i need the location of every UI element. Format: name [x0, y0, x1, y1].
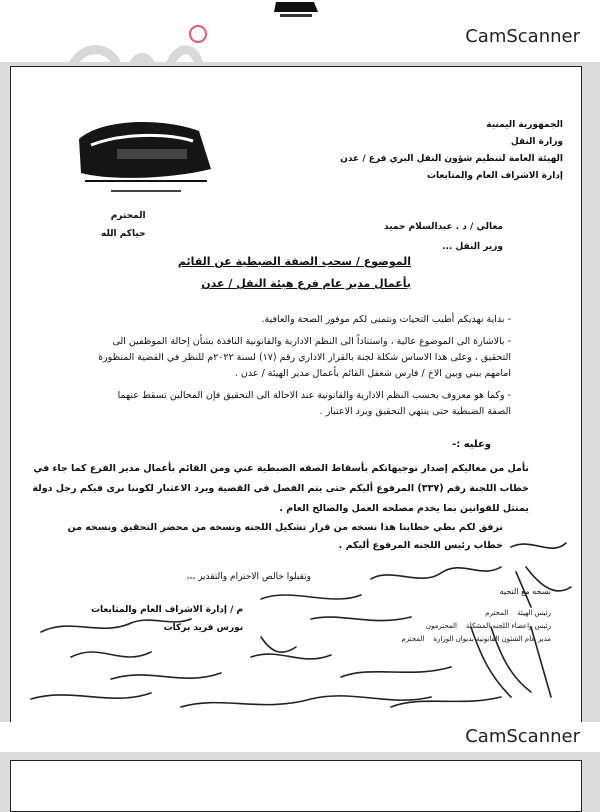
closing-line: وتقبلوا خالص الاحترام والتقدير ،،، — [186, 572, 311, 582]
signatory-title: م / إدارة الاشراف العام والمتابعات — [91, 605, 244, 615]
cc-list — [401, 607, 551, 646]
camscanner-label: CamScanner — [465, 26, 580, 47]
salutation-honorific: المحترم — [110, 211, 146, 221]
salutation-left — [101, 207, 146, 243]
subject-block — [178, 251, 411, 295]
cc-title: نسخه مع التحيه — [499, 587, 551, 596]
camscanner-label-bottom: CamScanner — [465, 726, 580, 747]
cc-item: رئيس الهيئة المحترم — [485, 609, 551, 617]
subject-line-2: بأعمال مدير عام فرع هيئة النقل / عدن — [201, 277, 411, 290]
body-paragraph-1: - بداية نهديكم أطيب التحيات ونتمنى لكم موفور الصحة والعافية. — [91, 312, 511, 328]
scanner-strip-bottom — [0, 722, 600, 752]
letterhead — [340, 117, 563, 185]
salutation-greeting: حياكم الله — [101, 229, 146, 239]
cc-item: مدير عام الشئون القانونية بديوان الوزارة المحترم — [401, 635, 551, 643]
org-logo-icon — [71, 109, 221, 209]
attachment-paragraph: نرفق لكم بطي خطابنا هذا نسخه من قرار تشكيل اللجنه ونسخه من محضر التحقيق ونسخه من خطاب رئيس اللجنه المرفوع أليكم . — [67, 522, 503, 551]
cc-item: رئيس واعضاء اللجنه المشكلة المحترمون — [425, 622, 551, 630]
next-page-edge — [10, 760, 582, 812]
recipient-title: وزير النقل ... — [442, 242, 503, 252]
subject-line-1: الموضوع / سحب الصفة الضبطية عن القائم — [177, 255, 411, 268]
header-line-2: وزارة النقل — [510, 137, 563, 147]
header-line-3: الهيئة العامة لتنظيم شؤون النقل البري فرع / عدن — [340, 154, 563, 164]
letter-body — [91, 312, 511, 426]
header-line-1: الجمهورية اليمنية — [486, 120, 563, 130]
therefore-heading: وعليه :- — [452, 439, 491, 450]
request-paragraph: نأمل من معاليكم إصدار توجيهاتكم بأسقاط الصفه الضبطية عني ومن القائم بأعمال مدير الفرع كما جاء في خطاب اللجنة رقم (٣٣٧) المرفوع أليكم حتى يتم الفصل في القضية ويرد الاعتبار لكوننا نرى فيكم رجل دولة يمتثل للقوانين بما يخدم مصلحه العمل والصالح العام . — [32, 463, 529, 514]
recipient-name: معالي / د . عبدالسلام حميد — [384, 222, 503, 232]
body-paragraph-2: - بالاشارة الى الموضوع عالية ، واستناداً الى النظم الادارية والقانونية النافذة بشأن إحالة الموظفين الى التحقيق ، وعلى هذا الاساس شكلة لجنة بالقرار الاداري رقم (١٧) لسنة ٢٠٢٢م للنظر في القضية المنظورة امامهم بيني وبين الاخ / فارس شعفل القائم بأعمال مدير الهيئة / عدن . — [91, 334, 511, 382]
org-logo-small-icon — [270, 0, 322, 22]
body-paragraph-3: - وكما هو معروف بحسب النظم الادارية والقانونية عند الاحالة الى التحقيق فإن المحالين تسقط عنهما الصفة الضبطية حتى ينتهي التحقيق ويرد الاعتبار . — [91, 388, 511, 420]
signatory-name: نورس فريد بركات — [163, 623, 244, 633]
header-line-4: إدارة الاشراف العام والمتابعات — [426, 171, 563, 181]
document-page — [10, 66, 582, 724]
signature-block — [91, 601, 243, 637]
